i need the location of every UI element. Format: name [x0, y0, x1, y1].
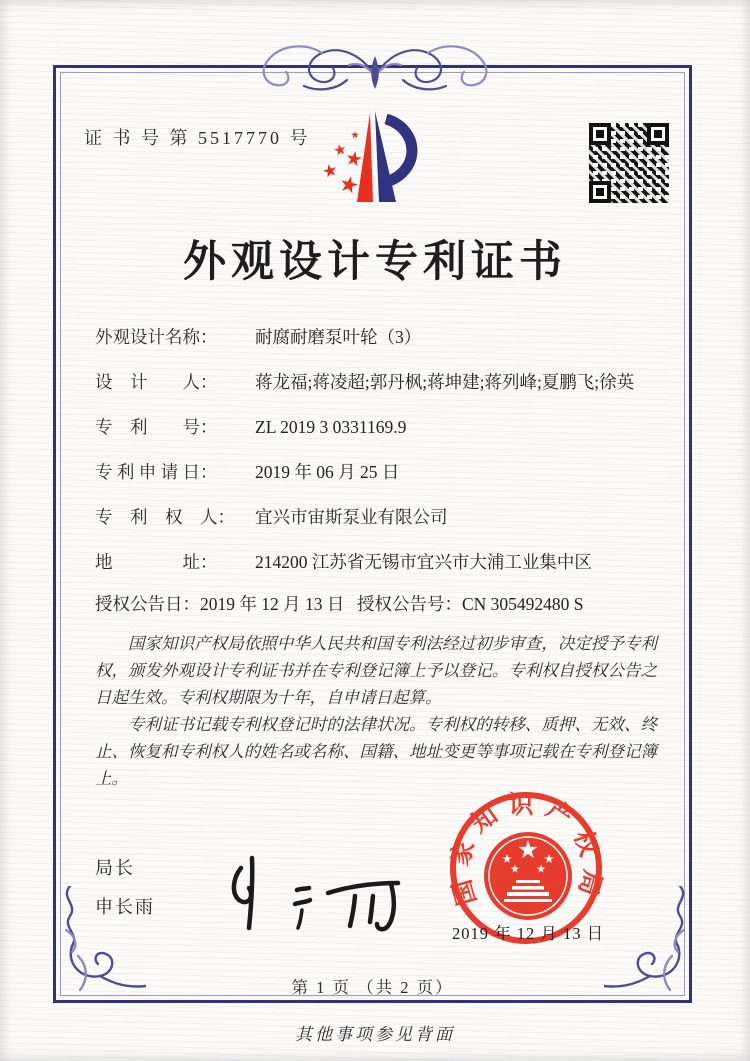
seal-date: 2019 年 12 月 13 日 [452, 924, 605, 943]
grant-date-value: 2019 年 12 月 13 日 [200, 594, 345, 614]
field-row-design-name [95, 326, 660, 371]
cnipa-logo-icon [312, 104, 440, 220]
qr-code [589, 123, 669, 203]
certificate-title: 外观设计专利证书 [183, 239, 567, 286]
field-row-designers [95, 371, 660, 416]
national-emblem-icon [484, 832, 572, 920]
grant-date-label: 授权公告日： [95, 594, 200, 614]
back-side-note: 其他事项参见背面 [295, 1025, 455, 1044]
qr-finder-top-right [647, 123, 669, 145]
field-value: 耐腐耐磨泵叶轮（3） [255, 327, 422, 347]
field-label: 地 址： [95, 552, 218, 572]
field-value: ZL 2019 3 0331169.9 [255, 417, 407, 437]
top-center-flourish-icon [248, 34, 502, 102]
field-label: 专 利 申 请 日： [95, 462, 218, 482]
field-label: 专 利 权 人： [95, 507, 235, 527]
grant-row [95, 591, 660, 616]
field-value: 2019 年 06 月 25 日 [255, 462, 400, 482]
field-row-patent-number [95, 416, 660, 461]
legal-paragraph-2: 专利证书记载专利权登记时的法律状况。专利权的转移、质押、无效、终止、恢复和专利权人的姓名或名称、国籍、地址变更等事项记载在专利登记簿上。 [95, 715, 657, 788]
grant-number-pair [357, 591, 584, 616]
certificate-number: 证 书 号 第 5517770 号 [84, 128, 311, 148]
signer-title: 局长 [95, 858, 135, 878]
legal-text [95, 630, 657, 792]
field-row-patentee [95, 506, 660, 551]
field-value: 214200 江苏省无锡市宜兴市大浦工业集中区 [255, 552, 592, 572]
field-list [95, 326, 660, 596]
field-label: 设 计 人： [95, 372, 218, 392]
grant-number-label: 授权公告号： [357, 594, 462, 614]
page-number: 第 1 页 （共 2 页） [291, 978, 454, 997]
field-label: 专 利 号： [95, 417, 218, 437]
seal-text: 国家知识产权局 [446, 791, 606, 909]
qr-finder-bottom-left [589, 181, 611, 203]
handwritten-signature-icon [205, 838, 405, 933]
field-row-application-date [95, 461, 660, 506]
legal-paragraph-1: 国家知识产权局依照中华人民共和国专利法经过初步审查，决定授予专利权，颁发外观设计专利证书并在专利登记簿上予以登记。专利权自授权公告之日起生效。专利权期限为十年，自申请日起算。 [95, 634, 657, 707]
qr-finder-top-left [589, 123, 611, 145]
field-row-address [95, 551, 660, 596]
grant-date-pair [95, 594, 344, 614]
field-label: 外观设计名称： [95, 327, 218, 347]
field-value: 蒋龙福;蒋凌超;郭丹枫;蒋坤建;蒋列峰;夏鹏飞;徐英 [255, 372, 635, 392]
signer-block [95, 854, 155, 932]
signer-name: 申长雨 [95, 897, 155, 917]
field-value: 宜兴市宙斯泵业有限公司 [255, 507, 448, 527]
grant-number-value: CN 305492480 S [462, 594, 584, 614]
